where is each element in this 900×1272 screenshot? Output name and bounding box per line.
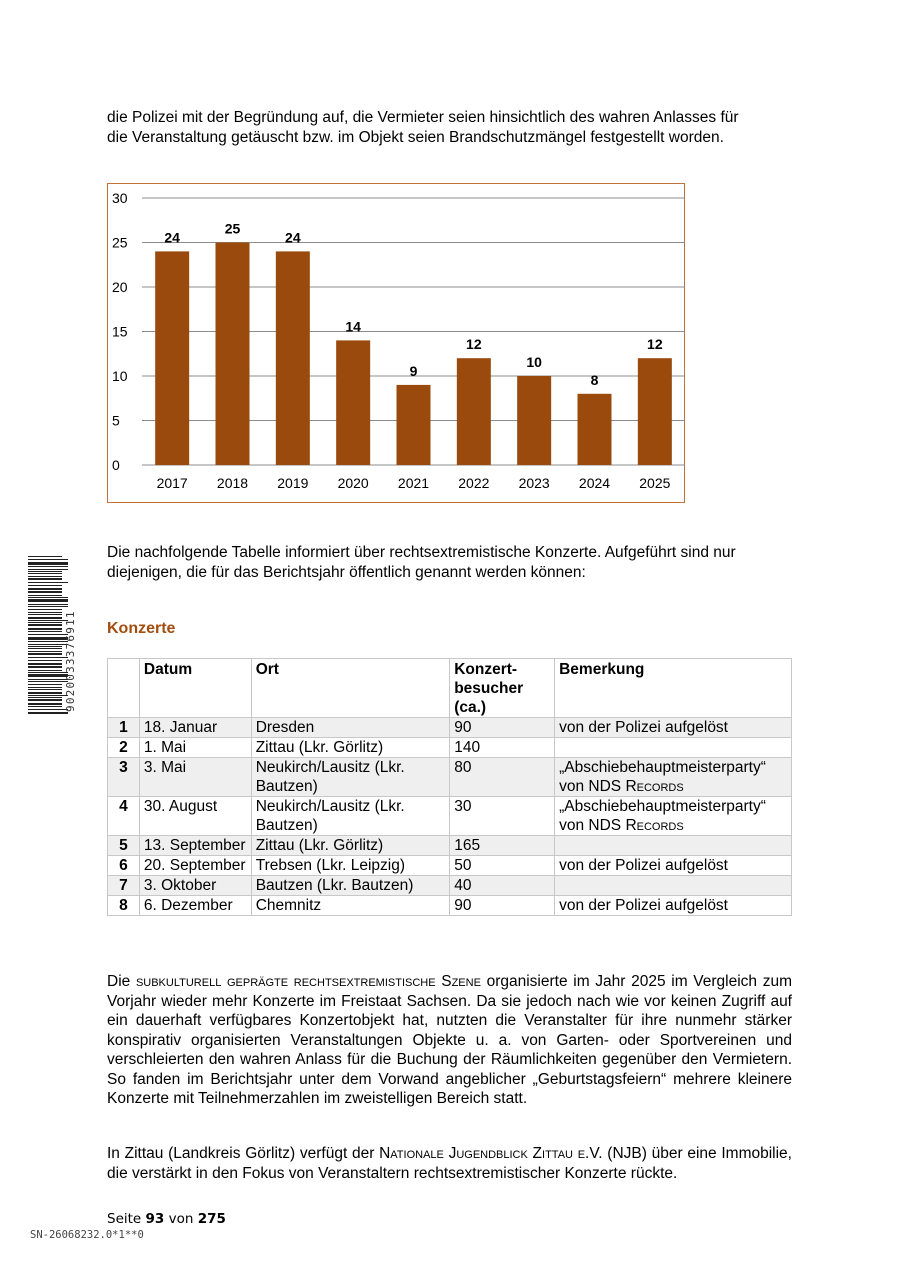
x-tick-label: 2024 (578, 475, 611, 491)
barcode-bar (28, 578, 62, 580)
cell-ort: Neukirch/Lausitz (Lkr. Bautzen) (251, 797, 450, 836)
cell-ort: Dresden (251, 718, 450, 738)
barcode-bar (28, 709, 68, 710)
barcode-bar (28, 681, 68, 682)
x-tick-label: 2019 (277, 475, 309, 491)
cell-datum: 3. Mai (139, 758, 251, 797)
barcode-bar (28, 663, 62, 665)
cell-ort: Zittau (Lkr. Görlitz) (251, 738, 450, 758)
table-header-row (108, 659, 792, 718)
cell-ort: Trebsen (Lkr. Leipzig) (251, 856, 450, 876)
barcode-bar (28, 559, 68, 560)
bar-chart-svg (108, 184, 686, 504)
table-row (108, 797, 792, 836)
x-tick-label: 2017 (156, 475, 188, 491)
cell-datum: 18. Januar (139, 718, 251, 738)
cell-nr: 4 (108, 797, 140, 836)
data-label: 12 (647, 336, 663, 353)
barcode-bar (28, 628, 62, 630)
barcode-bar (28, 597, 68, 598)
barcode-bar (28, 634, 68, 635)
cell-besucher: 90 (450, 896, 555, 916)
cell-ort: Neukirch/Lausitz (Lkr. Bautzen) (251, 758, 450, 797)
x-tick-label: 2021 (397, 475, 430, 491)
cell-datum: 6. Dezember (139, 896, 251, 916)
document-code: SN-26068232.0*1**0 (30, 1229, 144, 1241)
x-tick-label: 2020 (337, 475, 369, 491)
cell-besucher: 165 (450, 836, 555, 856)
cell-bemerkung: von der Polizei aufgelöst (555, 718, 792, 738)
label-name: Records (625, 817, 684, 834)
data-label: 25 (224, 220, 241, 237)
barcode-bar (28, 699, 62, 701)
page-number-total: 275 (197, 1211, 226, 1227)
konzerte-table (107, 658, 792, 916)
cell-nr: 8 (108, 896, 140, 916)
konzerte-heading: Konzerte (107, 620, 176, 637)
data-label: 8 (590, 371, 599, 388)
table-body (108, 718, 792, 916)
barcode-bar (28, 679, 68, 680)
cell-datum: 30. August (139, 797, 251, 836)
barcode-bar (28, 624, 62, 626)
cell-nr: 2 (108, 738, 140, 758)
barcode-bar (28, 562, 68, 565)
cell-datum: 3. Oktober (139, 876, 251, 896)
table-row (108, 856, 792, 876)
bar (216, 243, 250, 466)
barcode-bar (28, 703, 62, 705)
cell-ort: Zittau (Lkr. Görlitz) (251, 836, 450, 856)
barcode-bar (28, 569, 68, 570)
barcode-bar (28, 595, 62, 596)
barcode-bar (28, 606, 68, 607)
barcode-bar (28, 657, 68, 658)
page-number-current: 93 (145, 1211, 165, 1227)
cell-datum: 1. Mai (139, 738, 251, 758)
bar (336, 340, 370, 465)
barcode-bar (28, 695, 68, 696)
barcode-bar (28, 674, 68, 677)
cell-besucher: 140 (450, 738, 555, 758)
cell-besucher: 90 (450, 718, 555, 738)
barcode-bar (28, 599, 68, 602)
paragraph-szene (107, 972, 792, 1109)
y-tick-label: 5 (112, 412, 120, 429)
barcode-bar (28, 651, 62, 652)
barcode-bar (28, 620, 68, 621)
barcode-bar (28, 648, 62, 649)
data-label: 24 (285, 229, 301, 246)
header-bemerkung: Bemerkung (555, 659, 792, 718)
barcode-bar (28, 712, 68, 714)
cell-bemerkung: von der Polizei aufgelöst (555, 896, 792, 916)
y-tick-label: 15 (112, 323, 128, 340)
header-nr (108, 659, 140, 718)
barcode-bar (28, 566, 68, 567)
page-number (107, 1211, 226, 1227)
cell-besucher: 50 (450, 856, 555, 876)
cell-datum: 13. September (139, 836, 251, 856)
cell-bemerkung: von der Polizei aufgelöst (555, 856, 792, 876)
table-intro-line-1: Die nachfolgende Tabelle informiert über rechtsextremistische Konzerte. Aufgeführt sind nur (107, 544, 736, 561)
y-tick-label: 10 (112, 368, 128, 384)
barcode-bar (28, 588, 62, 590)
header-ort: Ort (251, 659, 450, 718)
paragraph-zittau-start: In Zittau (Landkreis Görlitz) verfügt der (107, 1145, 380, 1162)
header-besucher-label: Konzert-besucher (ca.) (454, 661, 524, 716)
barcode-bar (28, 612, 62, 613)
cell-bemerkung (555, 836, 792, 856)
table-row (108, 738, 792, 758)
label-name: Records (625, 778, 684, 795)
data-label: 9 (409, 362, 418, 379)
data-label: 14 (345, 318, 361, 335)
barcode-number: 9020033376911 (64, 610, 77, 712)
cell-ort: Bautzen (Lkr. Bautzen) (251, 876, 450, 896)
cell-nr: 5 (108, 836, 140, 856)
barcode-bar (28, 646, 62, 647)
barcode-bar (28, 591, 62, 593)
barcode-bar (28, 653, 62, 655)
barcode-bar (28, 576, 62, 577)
intro-line-1: die Polizei mit der Begründung auf, die Vermieter seien hinsichtlich des wahren Anlasses für (107, 109, 739, 126)
table-row (108, 758, 792, 797)
barcode-bar (28, 637, 68, 640)
cell-bemerkung (555, 876, 792, 896)
paragraph-zittau-term: Nationale Jugendblick Zittau e.V. (379, 1145, 603, 1162)
intro-paragraph (107, 108, 792, 147)
page-number-middle: von (164, 1211, 198, 1227)
page-number-prefix: Seite (107, 1211, 146, 1227)
cell-nr: 7 (108, 876, 140, 896)
barcode-bar (28, 631, 62, 632)
bar (155, 251, 189, 465)
paragraph-zittau-rest: (NJB) über eine Immobilie, die verstärkt in den Fokus von Veranstaltern rechtsextremistischer Konzerte rückte. (107, 1145, 792, 1182)
paragraph-szene-term: subkulturell geprägte rechtsextremistische Szene (135, 973, 481, 990)
barcode-bar (28, 582, 68, 583)
y-tick-label: 0 (112, 457, 120, 473)
barcode-bar (28, 670, 62, 671)
cell-nr: 1 (108, 718, 140, 738)
bar (457, 358, 491, 465)
cell-bemerkung: „Abschiebehauptmeisterparty“ von NDS Records (555, 797, 792, 836)
barcode-bar (28, 689, 62, 690)
x-tick-label: 2018 (216, 475, 249, 491)
paragraph-szene-rest: organisierte im Jahr 2025 im Vergleich zum Vorjahr wieder mehr Konzerte im Freistaat Sachsen. Da sie jedoch nach wie vor keinen Zugriff auf ein dauerhaft verfügbares Konzertobjekt hat, nutzten die Veranstalter für ihre nunmehr stärker konspirativ organisierten Veranstaltungen Objekte u. a. von Garten- oder Sportvereinen und verschleierten den wahren Anlass für die Buchung der Räumlichkeiten gegenüber den Vermietern. So fanden im Berichtsjahr unter dem Vorwand angeblicher „Geburtstagsfeiern“ mehrere kleinere Konzerte mit Teilnehmerzahlen im zweistelligen Bereich statt. (107, 973, 792, 1107)
barcode-bar (28, 666, 62, 668)
barcode-bar (28, 644, 68, 645)
barcode-bar (28, 585, 62, 586)
bar-chart (107, 183, 685, 503)
bar (397, 385, 431, 465)
barcode-bar (28, 617, 62, 619)
table-row (108, 896, 792, 916)
table-intro-line-2: diejenigen, die für das Berichtsjahr öffentlich genannt werden können: (107, 563, 586, 581)
y-tick-label: 30 (112, 190, 128, 206)
table-intro-paragraph (107, 543, 792, 582)
bar (578, 394, 612, 465)
table-row (108, 876, 792, 896)
data-label: 10 (526, 354, 542, 370)
data-label: 24 (164, 229, 180, 246)
barcode-bar (28, 609, 62, 610)
barcode-bar (28, 706, 62, 707)
paragraph-szene-start: Die (107, 973, 136, 990)
cell-bemerkung: „Abschiebehauptmeisterparty“ von NDS Records (555, 758, 792, 797)
barcode-bar (28, 604, 68, 605)
barcode-bar (28, 556, 62, 557)
header-datum: Datum (139, 659, 251, 718)
barcode-bar (28, 571, 62, 572)
cell-ort: Chemnitz (251, 896, 450, 916)
paragraph-zittau (107, 1144, 792, 1183)
data-label: 12 (466, 336, 482, 353)
barcode-bar (28, 697, 62, 698)
bar (276, 251, 310, 465)
barcode-bar (28, 614, 62, 615)
barcode-bar (28, 660, 62, 661)
table-row (108, 836, 792, 856)
cell-datum: 20. September (139, 856, 251, 876)
intro-line-2: die Veranstaltung getäuscht bzw. im Objekt seien Brandschutzmängel festgestellt worden. (107, 128, 724, 146)
bar (638, 358, 672, 465)
barcode-bar (28, 573, 62, 574)
cell-nr: 3 (108, 758, 140, 797)
barcode-bar (28, 622, 62, 623)
y-tick-label: 25 (112, 234, 128, 251)
cell-besucher: 30 (450, 797, 555, 836)
barcode-bar (28, 641, 68, 642)
x-tick-label: 2025 (639, 475, 671, 491)
y-tick-label: 20 (112, 279, 128, 295)
barcode-bar (28, 687, 62, 688)
cell-nr: 6 (108, 856, 140, 876)
table-row (108, 718, 792, 738)
cell-besucher: 80 (450, 758, 555, 797)
barcode-bar (28, 672, 68, 673)
x-tick-label: 2022 (458, 475, 490, 491)
x-tick-label: 2023 (518, 475, 550, 491)
header-besucher (450, 659, 555, 718)
barcode-bar (28, 692, 62, 694)
bar (517, 376, 551, 465)
cell-bemerkung (555, 738, 792, 758)
barcode-bar (28, 684, 62, 685)
cell-besucher: 40 (450, 876, 555, 896)
